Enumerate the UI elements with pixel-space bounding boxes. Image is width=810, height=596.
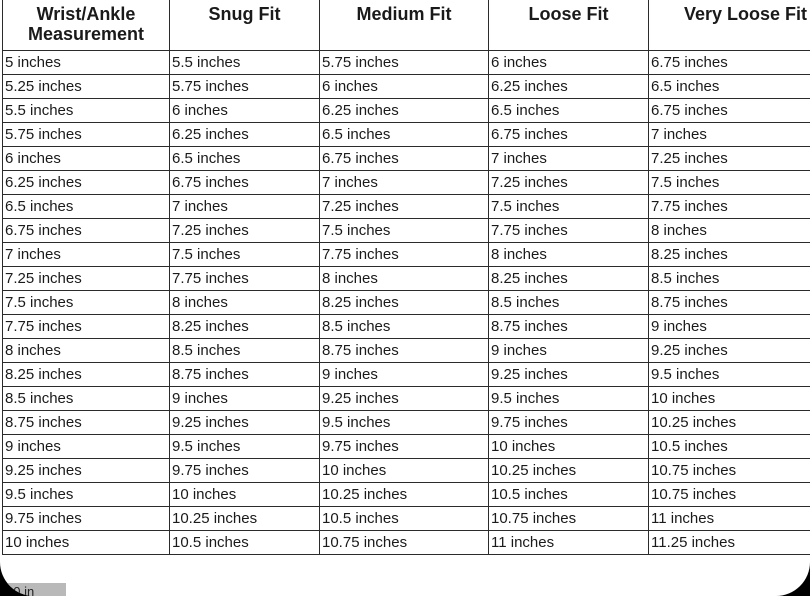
table-cell: 9.5 inches: [320, 411, 489, 435]
header-measurement: Wrist/Ankle Measurement: [3, 0, 170, 51]
table-cell: 8.25 inches: [320, 291, 489, 315]
table-cell: 8 inches: [170, 291, 320, 315]
table-row: [3, 435, 810, 459]
table-cell: 9.75 inches: [489, 411, 649, 435]
table-cell: 7 inches: [170, 195, 320, 219]
table-row: [3, 507, 810, 531]
table-cell: 6.25 inches: [320, 99, 489, 123]
table-cell: 7.25 inches: [3, 267, 170, 291]
table-row: [3, 531, 810, 555]
table-cell: 8 inches: [649, 219, 810, 243]
table-cell: 10.75 inches: [649, 483, 810, 507]
table-cell: 9.25 inches: [649, 339, 810, 363]
table-cell: 11.25 inches: [649, 531, 810, 555]
table-cell: 5.75 inches: [170, 75, 320, 99]
table-cell: 9.25 inches: [170, 411, 320, 435]
table-body: [3, 51, 810, 555]
background-peek-text: 10 in: [0, 583, 66, 596]
table-cell: 6.25 inches: [170, 123, 320, 147]
table-cell: 9.5 inches: [649, 363, 810, 387]
table-cell: 5.5 inches: [3, 99, 170, 123]
table-cell: 5.75 inches: [3, 123, 170, 147]
table-cell: 5.25 inches: [3, 75, 170, 99]
table-cell: 9.75 inches: [3, 507, 170, 531]
table-row: [3, 147, 810, 171]
table-cell: 11 inches: [489, 531, 649, 555]
table-cell: 7.5 inches: [320, 219, 489, 243]
table-cell: 10.25 inches: [489, 459, 649, 483]
table-cell: 8.75 inches: [649, 291, 810, 315]
table-cell: 7.75 inches: [170, 267, 320, 291]
table-cell: 7.75 inches: [489, 219, 649, 243]
table-row: [3, 267, 810, 291]
table-cell: 11 inches: [649, 507, 810, 531]
table-cell: 8.5 inches: [170, 339, 320, 363]
table-cell: 8.25 inches: [489, 267, 649, 291]
table-cell: 7 inches: [649, 123, 810, 147]
table-cell: 6.5 inches: [489, 99, 649, 123]
table-cell: 5 inches: [3, 51, 170, 75]
table-row: [3, 387, 810, 411]
table-row: [3, 219, 810, 243]
table-cell: 6.75 inches: [649, 99, 810, 123]
table-cell: 10 inches: [320, 459, 489, 483]
table-cell: 6.25 inches: [489, 75, 649, 99]
table-cell: 9 inches: [320, 363, 489, 387]
table-row: [3, 123, 810, 147]
table-cell: 8.5 inches: [649, 267, 810, 291]
table-row: [3, 51, 810, 75]
table-cell: 9.25 inches: [489, 363, 649, 387]
table-cell: 10.25 inches: [649, 411, 810, 435]
table-cell: 6 inches: [3, 147, 170, 171]
table-cell: 10.5 inches: [320, 507, 489, 531]
table-cell: 9.5 inches: [3, 483, 170, 507]
table-cell: 6.5 inches: [170, 147, 320, 171]
table-cell: 6.75 inches: [489, 123, 649, 147]
table-cell: 10.5 inches: [170, 531, 320, 555]
table-cell: 9.5 inches: [489, 387, 649, 411]
table-cell: 6.5 inches: [3, 195, 170, 219]
table-cell: 8.75 inches: [320, 339, 489, 363]
table-cell: 6.75 inches: [170, 171, 320, 195]
table-row: [3, 75, 810, 99]
table-cell: 10 inches: [489, 435, 649, 459]
table-row: [3, 243, 810, 267]
table-cell: 8.75 inches: [170, 363, 320, 387]
table-cell: 8 inches: [320, 267, 489, 291]
table-cell: 7.25 inches: [489, 171, 649, 195]
table-cell: 8.25 inches: [649, 243, 810, 267]
table-cell: 6 inches: [320, 75, 489, 99]
table-cell: 10.75 inches: [649, 459, 810, 483]
table-cell: 8.5 inches: [3, 387, 170, 411]
table-cell: 8 inches: [3, 339, 170, 363]
table-cell: 7 inches: [320, 171, 489, 195]
header-loose-fit: Loose Fit: [489, 0, 649, 51]
table-cell: 9 inches: [3, 435, 170, 459]
table-cell: 7 inches: [489, 147, 649, 171]
table-cell: 10 inches: [3, 531, 170, 555]
table-cell: 7 inches: [3, 243, 170, 267]
table-cell: 9.75 inches: [320, 435, 489, 459]
table-row: [3, 483, 810, 507]
table-cell: 7.5 inches: [170, 243, 320, 267]
table-cell: 8.25 inches: [3, 363, 170, 387]
table-row: [3, 171, 810, 195]
table-cell: 6 inches: [170, 99, 320, 123]
table-cell: 9 inches: [489, 339, 649, 363]
table-cell: 7.75 inches: [3, 315, 170, 339]
table-cell: 10 inches: [170, 483, 320, 507]
table-row: [3, 291, 810, 315]
table-cell: 10.25 inches: [320, 483, 489, 507]
table-row: [3, 459, 810, 483]
table-cell: 8.5 inches: [320, 315, 489, 339]
table-cell: 6.25 inches: [3, 171, 170, 195]
table-cell: 7.75 inches: [649, 195, 810, 219]
table-cell: 10 inches: [649, 387, 810, 411]
table-row: [3, 339, 810, 363]
table-cell: 7.5 inches: [649, 171, 810, 195]
table-cell: 8.5 inches: [489, 291, 649, 315]
table-row: [3, 411, 810, 435]
table-cell: 10.5 inches: [649, 435, 810, 459]
table-cell: 7.75 inches: [320, 243, 489, 267]
table-row: [3, 195, 810, 219]
table-cell: 7.25 inches: [170, 219, 320, 243]
table-cell: 9.5 inches: [170, 435, 320, 459]
table-cell: 6.75 inches: [3, 219, 170, 243]
table-cell: 7.25 inches: [649, 147, 810, 171]
table-cell: 10.75 inches: [320, 531, 489, 555]
table-cell: 10.75 inches: [489, 507, 649, 531]
size-chart-table: [2, 0, 810, 555]
table-cell: 6.5 inches: [320, 123, 489, 147]
table-cell: 9.25 inches: [3, 459, 170, 483]
table-cell: 9.25 inches: [320, 387, 489, 411]
table-cell: 5.75 inches: [320, 51, 489, 75]
table-cell: 9 inches: [649, 315, 810, 339]
table-cell: 9 inches: [170, 387, 320, 411]
table-cell: 6.5 inches: [649, 75, 810, 99]
header-very-loose-fit: Very Loose Fit: [649, 0, 810, 51]
table-cell: 7.5 inches: [489, 195, 649, 219]
table-cell: 9.75 inches: [170, 459, 320, 483]
table-cell: 8 inches: [489, 243, 649, 267]
table-cell: 6.75 inches: [320, 147, 489, 171]
table-cell: 7.25 inches: [320, 195, 489, 219]
header-snug-fit: Snug Fit: [170, 0, 320, 51]
table-cell: 7.5 inches: [3, 291, 170, 315]
table-cell: 10.25 inches: [170, 507, 320, 531]
table-row: [3, 363, 810, 387]
table-cell: 6.75 inches: [649, 51, 810, 75]
table-cell: 5.5 inches: [170, 51, 320, 75]
table-row: [3, 315, 810, 339]
table-cell: 6 inches: [489, 51, 649, 75]
header-row: [3, 0, 810, 51]
table-cell: 8.25 inches: [170, 315, 320, 339]
table-cell: 8.75 inches: [489, 315, 649, 339]
table-row: [3, 99, 810, 123]
table-cell: 8.75 inches: [3, 411, 170, 435]
table-cell: 10.5 inches: [489, 483, 649, 507]
header-medium-fit: Medium Fit: [320, 0, 489, 51]
